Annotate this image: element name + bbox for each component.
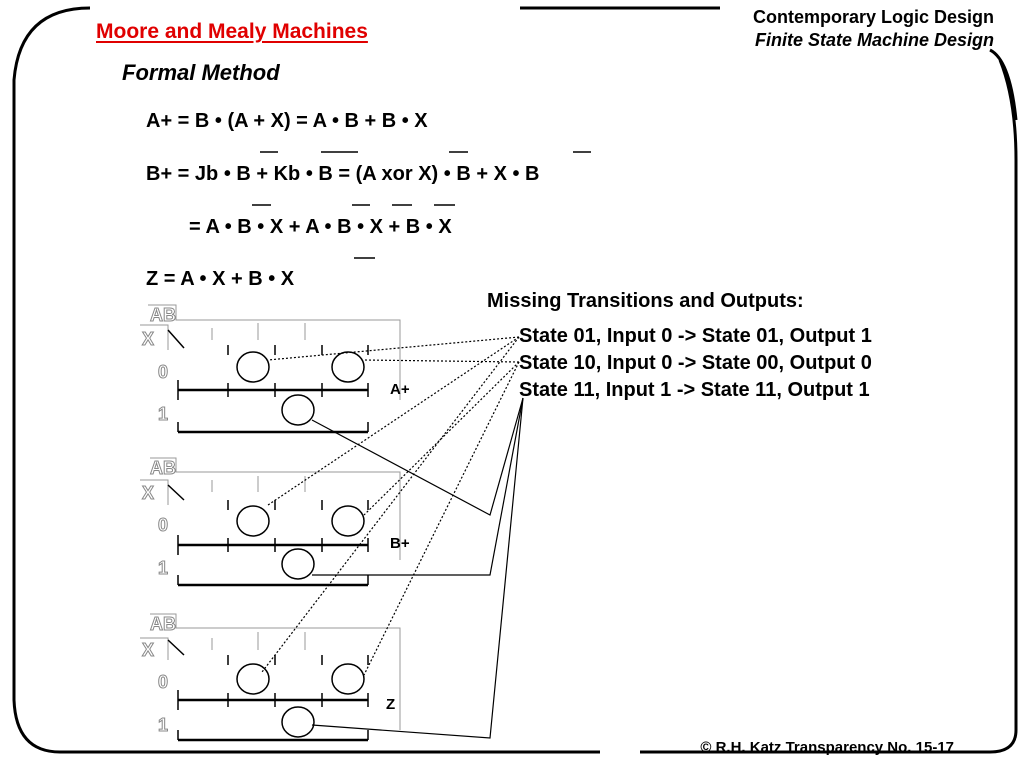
chapter-title: Finite State Machine Design [754, 30, 994, 50]
kmap-z [140, 614, 400, 740]
svg-text:1: 1 [158, 715, 169, 735]
transition-item: State 11, Input 1 -> State 11, Output 1 [519, 379, 870, 401]
kmap-a-plus [140, 305, 400, 432]
equation-z: Z = A • X + B • X [146, 268, 295, 290]
svg-text:AB: AB [150, 305, 176, 325]
svg-text:1: 1 [158, 404, 169, 424]
svg-text:AB: AB [150, 458, 176, 478]
missing-transitions-heading: Missing Transitions and Outputs: [487, 290, 804, 312]
course-title: Contemporary Logic Design [752, 7, 994, 27]
svg-text:X: X [142, 329, 155, 349]
svg-text:X: X [142, 640, 155, 660]
svg-text:AB: AB [150, 614, 176, 634]
svg-text:0: 0 [158, 515, 169, 535]
section-subtitle: Formal Method [122, 60, 280, 85]
slide-title: Moore and Mealy Machines [96, 20, 368, 43]
svg-text:0: 0 [158, 672, 169, 692]
footer-credit: © R.H. Katz Transparency No. 15-17 [700, 739, 954, 756]
equation-b-plus-expanded: = A • B • X + A • B • X + B • X [189, 216, 452, 238]
kmap-label-a-plus: A+ [390, 381, 410, 398]
equation-b-plus: B+ = Jb • B + Kb • B = (A xor X) • B + X • B [146, 163, 540, 185]
kmap-label-b-plus: B+ [390, 535, 410, 552]
transition-item: State 01, Input 0 -> State 01, Output 1 [519, 325, 872, 347]
svg-text:X: X [142, 483, 155, 503]
equation-a-plus: A+ = B • (A + X) = A • B + B • X [146, 110, 428, 132]
svg-text:1: 1 [158, 558, 169, 578]
kmap-b-plus [140, 458, 400, 585]
svg-text:0: 0 [158, 362, 169, 382]
kmap-var-labels [142, 305, 176, 735]
kmap-label-z: Z [386, 696, 396, 713]
transition-item: State 10, Input 0 -> State 00, Output 0 [519, 352, 872, 374]
